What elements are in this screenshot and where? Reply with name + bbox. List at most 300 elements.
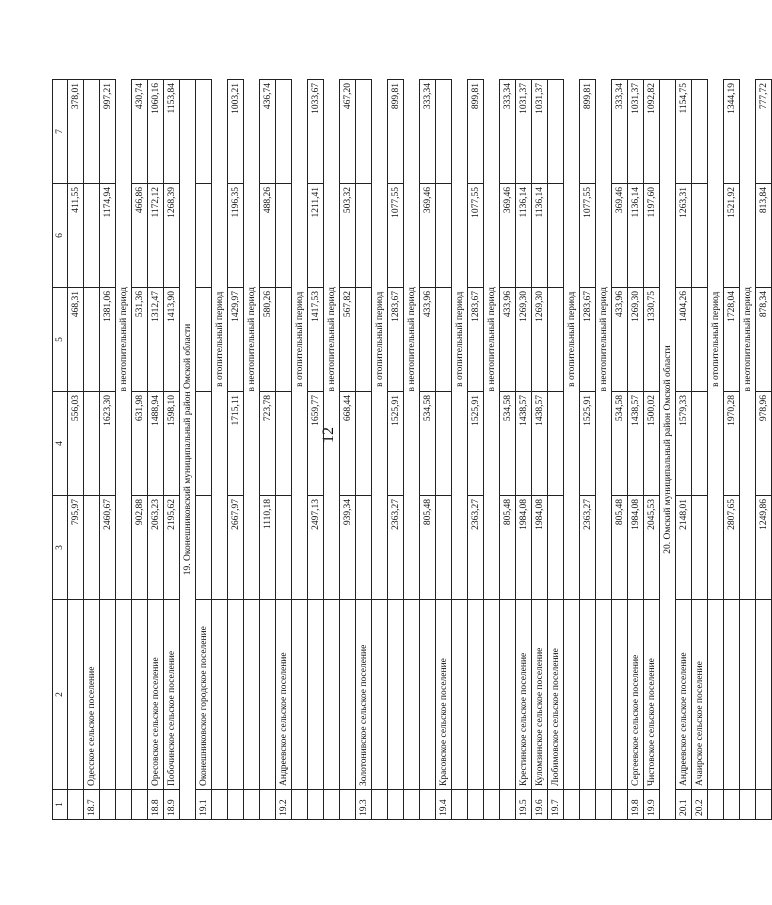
value-cell: 2363,27 — [468, 496, 484, 600]
value-cell: 723,78 — [260, 392, 276, 496]
value-cell: 1438,57 — [532, 392, 548, 496]
value-cell: 531,36 — [132, 288, 148, 392]
name-cell — [468, 600, 484, 790]
value-cell: 1984,08 — [516, 496, 532, 600]
settlement-row — [84, 80, 100, 820]
settlement-name: Ачаирское сельское поселение — [692, 600, 708, 790]
value-cell: 1598,10 — [164, 392, 180, 496]
settlement-row — [548, 80, 564, 820]
name-cell — [212, 600, 228, 790]
value-cell: 1174,94 — [100, 184, 116, 288]
value-cell — [692, 184, 708, 288]
period-row — [564, 80, 580, 820]
value-cell: 466,86 — [132, 184, 148, 288]
name-cell — [292, 600, 308, 790]
row-number: 19.2 — [276, 790, 292, 820]
name-cell — [740, 600, 756, 790]
region-row — [180, 80, 196, 820]
value-cell: 1154,75 — [676, 80, 692, 184]
value-cell — [276, 392, 292, 496]
page-number: 12 — [320, 427, 337, 443]
value-cell: 805,48 — [420, 496, 436, 600]
value-cell: 2807,65 — [724, 496, 740, 600]
value-cell: 1659,77 — [308, 392, 324, 496]
settlement-row — [644, 80, 660, 820]
period-row — [244, 80, 260, 820]
row-number-cell — [580, 790, 596, 820]
name-cell — [500, 600, 516, 790]
value-cell: 534,58 — [612, 392, 628, 496]
table-body — [68, 80, 772, 820]
value-cell: 1525,91 — [388, 392, 404, 496]
value-cell: 878,34 — [756, 288, 772, 392]
period-label: в неотопительный период — [484, 80, 500, 600]
name-cell — [116, 600, 132, 790]
period-row — [484, 80, 500, 820]
row-number-cell — [420, 790, 436, 820]
value-cell: 1525,91 — [580, 392, 596, 496]
value-cell: 1417,53 — [308, 288, 324, 392]
value-cell: 902,88 — [132, 496, 148, 600]
row-number-cell — [244, 790, 260, 820]
value-cell: 2148,01 — [676, 496, 692, 600]
value-cell — [84, 80, 100, 184]
value-cell: 899,81 — [468, 80, 484, 184]
name-cell — [580, 600, 596, 790]
value-cell: 1970,28 — [724, 392, 740, 496]
value-cell: 1623,30 — [100, 392, 116, 496]
value-cell: 1031,37 — [532, 80, 548, 184]
tariff-table-rotated — [52, 80, 770, 820]
name-cell — [708, 600, 724, 790]
value-cell: 1136,14 — [532, 184, 548, 288]
row-number-cell — [612, 790, 628, 820]
name-cell — [564, 600, 580, 790]
value-cell: 1438,57 — [628, 392, 644, 496]
value-cell: 1003,21 — [228, 80, 244, 184]
name-cell — [420, 600, 436, 790]
row-number-cell — [100, 790, 116, 820]
value-cell — [692, 80, 708, 184]
value-cell: 1728,04 — [724, 288, 740, 392]
value-cell: 433,96 — [500, 288, 516, 392]
settlement-name: Красовское сельское поселение — [436, 600, 452, 790]
period-label: в отопительный период — [292, 80, 308, 600]
name-cell — [388, 600, 404, 790]
name-cell — [260, 600, 276, 790]
value-cell: 1197,60 — [644, 184, 660, 288]
value-cell — [84, 288, 100, 392]
value-cell: 534,58 — [500, 392, 516, 496]
value-cell: 430,74 — [132, 80, 148, 184]
row-number-cell — [292, 790, 308, 820]
value-cell — [84, 496, 100, 600]
value-cell: 369,46 — [612, 184, 628, 288]
row-number-cell — [324, 790, 340, 820]
value-row — [228, 80, 244, 820]
value-row — [500, 80, 516, 820]
value-cell: 1077,55 — [580, 184, 596, 288]
period-row — [324, 80, 340, 820]
value-cell — [548, 392, 564, 496]
period-row — [292, 80, 308, 820]
settlement-name: Оконешниковское городское поселение — [196, 600, 212, 790]
value-cell: 1092,82 — [644, 80, 660, 184]
value-cell — [548, 184, 564, 288]
value-cell: 567,82 — [340, 288, 356, 392]
value-cell — [276, 80, 292, 184]
settlement-row — [148, 80, 164, 820]
value-cell — [276, 496, 292, 600]
name-cell — [612, 600, 628, 790]
value-cell: 436,74 — [260, 80, 276, 184]
row-number-cell — [564, 790, 580, 820]
row-number-cell — [372, 790, 388, 820]
value-cell: 668,44 — [340, 392, 356, 496]
row-number-cell — [228, 790, 244, 820]
row-number-cell — [452, 790, 468, 820]
value-cell: 1521,92 — [724, 184, 740, 288]
settlement-name: Золотонивское сельское поселение — [356, 600, 372, 790]
value-cell: 1172,12 — [148, 184, 164, 288]
value-row — [260, 80, 276, 820]
value-cell: 1269,30 — [516, 288, 532, 392]
row-number-cell — [212, 790, 228, 820]
name-cell — [484, 600, 500, 790]
value-cell: 939,34 — [340, 496, 356, 600]
value-cell — [276, 288, 292, 392]
value-cell: 1579,33 — [676, 392, 692, 496]
value-cell: 899,81 — [388, 80, 404, 184]
value-cell — [548, 288, 564, 392]
name-cell — [372, 600, 388, 790]
value-cell: 2460,67 — [100, 496, 116, 600]
period-label: в неотопительный период — [244, 80, 260, 600]
settlement-name: Андреевское сельское поселение — [276, 600, 292, 790]
row-number: 19.7 — [548, 790, 564, 820]
value-row — [468, 80, 484, 820]
row-number-cell — [724, 790, 740, 820]
value-row — [340, 80, 356, 820]
period-label: в неотопительный период — [116, 80, 132, 600]
column-header: 4 — [53, 392, 68, 496]
period-row — [740, 80, 756, 820]
value-cell — [436, 80, 452, 184]
value-cell: 1984,08 — [628, 496, 644, 600]
settlement-row — [356, 80, 372, 820]
period-row — [452, 80, 468, 820]
value-row — [580, 80, 596, 820]
row-number-cell — [468, 790, 484, 820]
settlement-name: Крестинское сельское поселение — [516, 600, 532, 790]
value-row — [756, 80, 772, 820]
column-header: 6 — [53, 184, 68, 288]
settlement-row — [532, 80, 548, 820]
value-cell: 1031,37 — [516, 80, 532, 184]
row-number: 20.2 — [692, 790, 708, 820]
value-cell: 2667,97 — [228, 496, 244, 600]
row-number: 19.8 — [628, 790, 644, 820]
value-cell: 433,96 — [612, 288, 628, 392]
row-number-cell — [484, 790, 500, 820]
value-cell: 1330,75 — [644, 288, 660, 392]
row-number-cell — [500, 790, 516, 820]
row-number: 19.4 — [436, 790, 452, 820]
value-cell — [196, 288, 212, 392]
value-cell — [356, 184, 372, 288]
name-cell — [100, 600, 116, 790]
name-cell — [324, 600, 340, 790]
value-cell: 1211,41 — [308, 184, 324, 288]
row-number: 18.9 — [164, 790, 180, 820]
value-cell: 333,34 — [612, 80, 628, 184]
value-cell: 1525,91 — [468, 392, 484, 496]
value-cell — [436, 496, 452, 600]
period-label: в неотопительный период — [404, 80, 420, 600]
value-cell: 1488,94 — [148, 392, 164, 496]
row-number-cell — [132, 790, 148, 820]
tariff-table — [52, 79, 772, 820]
value-cell: 2363,27 — [580, 496, 596, 600]
value-cell: 1344,19 — [724, 80, 740, 184]
name-cell — [308, 600, 324, 790]
name-cell — [228, 600, 244, 790]
value-cell: 1404,26 — [676, 288, 692, 392]
value-cell — [692, 496, 708, 600]
value-cell: 333,34 — [500, 80, 516, 184]
row-number: 19.9 — [644, 790, 660, 820]
value-cell: 1249,86 — [756, 496, 772, 600]
period-label: в неотопительный период — [324, 80, 340, 600]
value-cell: 1500,02 — [644, 392, 660, 496]
value-cell — [548, 496, 564, 600]
value-cell: 1312,47 — [148, 288, 164, 392]
period-label: в неотопительный период — [596, 80, 612, 600]
column-header: 2 — [53, 600, 68, 790]
row-number: 18.7 — [84, 790, 100, 820]
period-row — [372, 80, 388, 820]
value-cell: 378,01 — [68, 80, 84, 184]
value-cell — [356, 80, 372, 184]
settlement-row — [628, 80, 644, 820]
row-number: 20.1 — [676, 790, 692, 820]
value-cell: 2363,27 — [388, 496, 404, 600]
value-cell: 1263,31 — [676, 184, 692, 288]
value-cell — [356, 392, 372, 496]
value-cell: 1110,18 — [260, 496, 276, 600]
value-cell: 1429,97 — [228, 288, 244, 392]
value-row — [612, 80, 628, 820]
name-cell — [596, 600, 612, 790]
row-number-cell — [68, 790, 84, 820]
value-cell: 2045,53 — [644, 496, 660, 600]
name-cell — [404, 600, 420, 790]
value-cell — [276, 184, 292, 288]
value-cell: 1268,39 — [164, 184, 180, 288]
value-cell: 1438,57 — [516, 392, 532, 496]
settlement-row — [516, 80, 532, 820]
region-label: 20. Омский муниципальный район Омской области — [660, 80, 676, 820]
value-cell — [196, 496, 212, 600]
value-cell: 2195,62 — [164, 496, 180, 600]
name-cell — [132, 600, 148, 790]
value-cell: 369,46 — [500, 184, 516, 288]
settlement-name: Любимовское сельское поселение — [548, 600, 564, 790]
value-cell — [196, 392, 212, 496]
value-cell — [84, 392, 100, 496]
value-cell: 1283,67 — [580, 288, 596, 392]
row-number: 19.3 — [356, 790, 372, 820]
value-cell: 467,20 — [340, 80, 356, 184]
value-cell — [196, 80, 212, 184]
value-cell: 978,96 — [756, 392, 772, 496]
value-row — [388, 80, 404, 820]
value-cell: 1269,30 — [628, 288, 644, 392]
value-cell — [692, 392, 708, 496]
period-row — [708, 80, 724, 820]
value-cell: 333,34 — [420, 80, 436, 184]
settlement-name: Побочинское сельское поселение — [164, 600, 180, 790]
row-number: 19.5 — [516, 790, 532, 820]
value-cell: 534,58 — [420, 392, 436, 496]
value-cell — [436, 392, 452, 496]
row-number-cell — [708, 790, 724, 820]
value-cell: 369,46 — [420, 184, 436, 288]
row-number: 19.1 — [196, 790, 212, 820]
column-header: 7 — [53, 80, 68, 184]
period-row — [212, 80, 228, 820]
value-cell: 1381,06 — [100, 288, 116, 392]
row-number-cell — [340, 790, 356, 820]
value-row — [420, 80, 436, 820]
row-number-cell — [388, 790, 404, 820]
column-header: 5 — [53, 288, 68, 392]
name-cell — [340, 600, 356, 790]
settlement-name: Чистовское сельское поселение — [644, 600, 660, 790]
value-cell — [356, 496, 372, 600]
value-cell: 1984,08 — [532, 496, 548, 600]
value-cell: 1413,90 — [164, 288, 180, 392]
value-row — [100, 80, 116, 820]
period-row — [116, 80, 132, 820]
value-cell: 631,98 — [132, 392, 148, 496]
value-row — [724, 80, 740, 820]
value-cell: 1136,14 — [628, 184, 644, 288]
name-cell — [452, 600, 468, 790]
period-label: в неотопительный период — [740, 80, 756, 600]
value-row — [68, 80, 84, 820]
header-row — [53, 80, 68, 820]
period-label: в отопительный период — [372, 80, 388, 600]
value-cell: 1033,67 — [308, 80, 324, 184]
settlement-row — [692, 80, 708, 820]
value-cell: 805,48 — [500, 496, 516, 600]
value-cell: 1060,16 — [148, 80, 164, 184]
name-cell — [68, 600, 84, 790]
name-cell — [244, 600, 260, 790]
value-cell: 580,26 — [260, 288, 276, 392]
value-cell: 1031,37 — [628, 80, 644, 184]
value-cell: 503,32 — [340, 184, 356, 288]
settlement-row — [436, 80, 452, 820]
value-cell: 1283,67 — [388, 288, 404, 392]
settlement-name: Сергеевское сельское поселение — [628, 600, 644, 790]
settlement-row — [196, 80, 212, 820]
settlement-name: Одесское сельское поселение — [84, 600, 100, 790]
row-number-cell — [116, 790, 132, 820]
name-cell — [724, 600, 740, 790]
value-cell: 795,97 — [68, 496, 84, 600]
row-number-cell — [404, 790, 420, 820]
period-label: в отопительный период — [708, 80, 724, 600]
row-number-cell — [596, 790, 612, 820]
settlement-row — [164, 80, 180, 820]
column-header: 3 — [53, 496, 68, 600]
value-cell: 1283,67 — [468, 288, 484, 392]
value-cell: 1153,84 — [164, 80, 180, 184]
row-number: 18.8 — [148, 790, 164, 820]
value-cell — [356, 288, 372, 392]
row-number: 19.6 — [532, 790, 548, 820]
value-cell: 1269,30 — [532, 288, 548, 392]
settlement-name: Куломзинское сельское поселение — [532, 600, 548, 790]
value-cell: 411,55 — [68, 184, 84, 288]
value-cell: 433,96 — [420, 288, 436, 392]
value-cell: 777,72 — [756, 80, 772, 184]
row-number-cell — [308, 790, 324, 820]
value-cell: 997,21 — [100, 80, 116, 184]
settlement-name: Оресовское сельское поселение — [148, 600, 164, 790]
value-cell — [436, 288, 452, 392]
period-label: в отопительный период — [564, 80, 580, 600]
value-row — [132, 80, 148, 820]
value-cell: 556,03 — [68, 392, 84, 496]
value-cell: 1077,55 — [468, 184, 484, 288]
settlement-name: Андреевское сельское поселение — [676, 600, 692, 790]
row-number-cell — [260, 790, 276, 820]
region-row — [660, 80, 676, 820]
value-cell — [196, 184, 212, 288]
period-row — [596, 80, 612, 820]
name-cell — [756, 600, 772, 790]
column-header: 1 — [53, 790, 68, 820]
region-label: 19. Оконешниковский муниципальный район Омской области — [180, 80, 196, 820]
value-cell: 1077,55 — [388, 184, 404, 288]
row-number-cell — [756, 790, 772, 820]
value-cell — [84, 184, 100, 288]
period-label: в отопительный период — [452, 80, 468, 600]
value-cell — [548, 80, 564, 184]
value-cell: 2063,23 — [148, 496, 164, 600]
value-cell: 1715,11 — [228, 392, 244, 496]
value-cell: 899,81 — [580, 80, 596, 184]
row-number-cell — [740, 790, 756, 820]
settlement-row — [276, 80, 292, 820]
value-cell: 1196,35 — [228, 184, 244, 288]
value-cell: 805,48 — [612, 496, 628, 600]
period-label: в отопительный период — [212, 80, 228, 600]
value-cell: 813,84 — [756, 184, 772, 288]
value-cell: 1136,14 — [516, 184, 532, 288]
value-cell — [436, 184, 452, 288]
value-row — [308, 80, 324, 820]
value-cell — [692, 288, 708, 392]
period-row — [404, 80, 420, 820]
settlement-row — [676, 80, 692, 820]
value-cell: 2497,13 — [308, 496, 324, 600]
value-cell: 488,26 — [260, 184, 276, 288]
value-cell: 468,31 — [68, 288, 84, 392]
